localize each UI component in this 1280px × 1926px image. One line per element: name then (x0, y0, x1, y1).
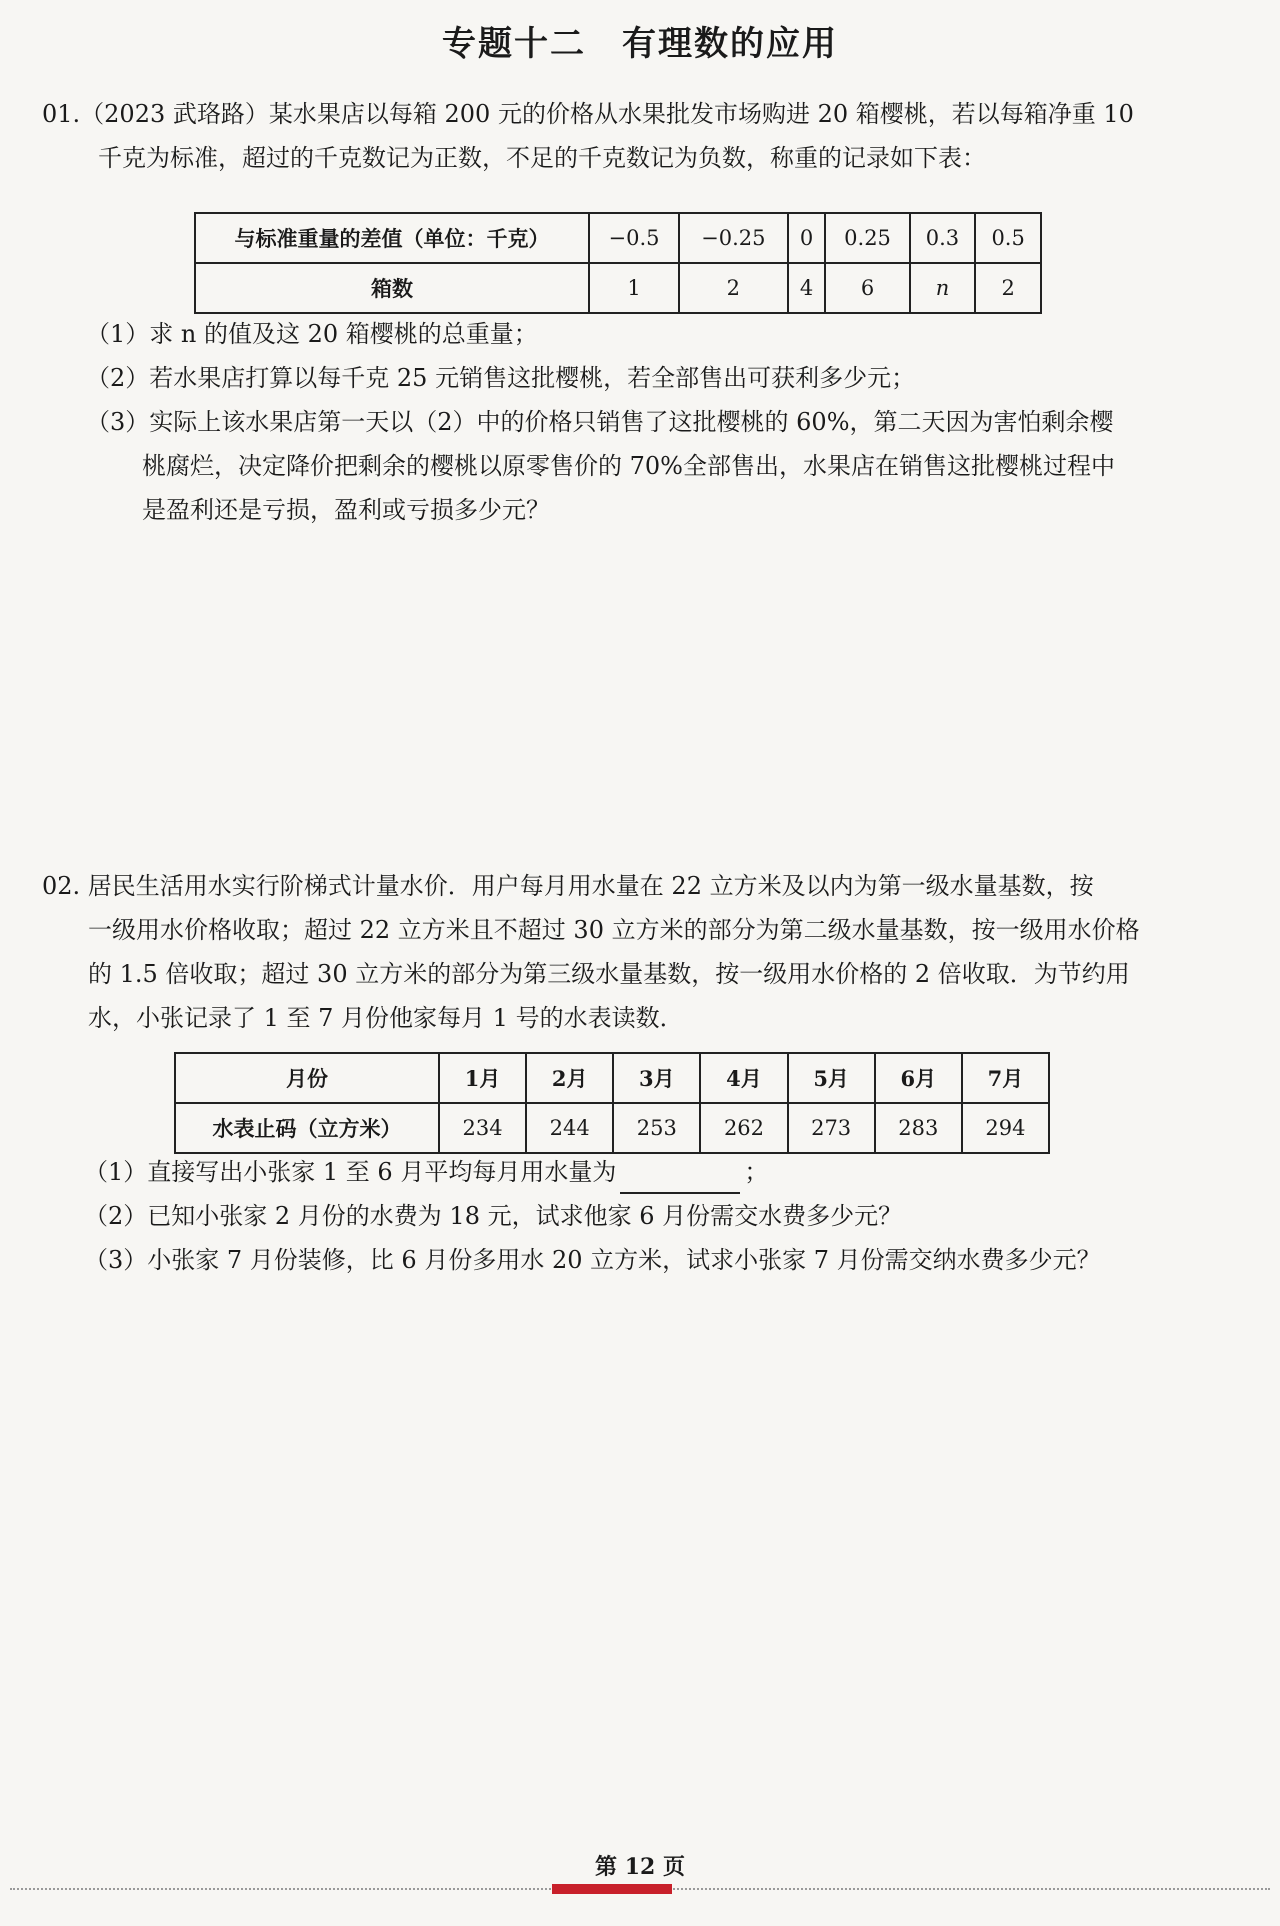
table-row (175, 1103, 1049, 1153)
table-cell: 3月 (613, 1053, 700, 1103)
q1-line1: 01.（2023 武珞路）某水果店以每箱 200 元的价格从水果批发市场购进 20 箱樱桃，若以每箱净重 10 (42, 100, 1134, 128)
table-cell: 4月 (700, 1053, 787, 1103)
table-row (195, 263, 1041, 313)
q1-table-header-diff: 与标准重量的差值（单位：千克） (195, 213, 589, 263)
table-cell: 253 (613, 1103, 700, 1153)
q2-line4: 水，小张记录了 1 至 7 月份他家每月 1 号的水表读数． (88, 1004, 684, 1032)
table-cell: 5月 (788, 1053, 875, 1103)
table-cell: 2 (975, 263, 1041, 313)
q2-part1-text: （1）直接写出小张家 1 至 6 月平均每月用水量为 (84, 1158, 617, 1186)
q1-table-header-count: 箱数 (195, 263, 589, 313)
q2-line2: 一级用水价格收取；超过 22 立方米且不超过 30 立方米的部分为第二级水量基数，按一级用水价格 (88, 916, 1140, 944)
question-1-parts (42, 312, 1212, 532)
q2-part1 (42, 1150, 1212, 1194)
question-1 (42, 92, 1212, 180)
table-cell: 1月 (439, 1053, 526, 1103)
q1-part3-line2: 桃腐烂，决定降价把剩余的樱桃以原零售价的 70%全部售出，水果店在销售这批樱桃过程中 (142, 452, 1115, 480)
q2-line3: 的 1.5 倍收取；超过 30 立方米的部分为第三级水量基数，按一级用水价格的 2 倍收取．为节约用 (88, 960, 1130, 988)
table-cell: 2月 (526, 1053, 613, 1103)
page-title: 专题十二 有理数的应用 (442, 24, 838, 64)
table-cell: 262 (700, 1103, 787, 1153)
table-cell: n (910, 263, 976, 313)
table-cell: 294 (962, 1103, 1049, 1153)
table-cell: 2 (679, 263, 788, 313)
q2-part1-end: ； (744, 1158, 769, 1186)
table-cell: 0 (788, 213, 826, 263)
q2-part3: （3）小张家 7 月份装修，比 6 月份多用水 20 立方米，试求小张家 7 月份需交纳水费多少元？ (84, 1246, 1101, 1274)
footer-accent-bar (552, 1884, 672, 1894)
table-cell: 283 (875, 1103, 962, 1153)
q1-part1: （1）求 n 的值及这 20 箱樱桃的总重量； (86, 320, 538, 348)
table-cell: 7月 (962, 1053, 1049, 1103)
q2-table (174, 1052, 1050, 1154)
table-cell: 6 (825, 263, 909, 313)
table-cell: −0.5 (589, 213, 679, 263)
q2-line1: 02. 居民生活用水实行阶梯式计量水价．用户每月用水量在 22 立方米及以内为第一级水量基数，按 (42, 872, 1094, 900)
table-cell: 0.25 (825, 213, 909, 263)
table-cell: 234 (439, 1103, 526, 1153)
table-cell: 0.3 (910, 213, 976, 263)
table-cell: 6月 (875, 1053, 962, 1103)
table-row (175, 1053, 1049, 1103)
q2-part2: （2）已知小张家 2 月份的水费为 18 元，试求他家 6 月份需交水费多少元？ (84, 1202, 903, 1230)
q1-part3-line3: 是盈利还是亏损，盈利或亏损多少元？ (142, 496, 550, 524)
q1-part3-line1: （3）实际上该水果店第一天以（2）中的价格只销售了这批樱桃的 60%，第二天因为害怕剩余樱 (86, 408, 1114, 436)
question-2-parts (42, 1150, 1212, 1282)
table-cell: −0.25 (679, 213, 788, 263)
page-number: 第 12 页 (595, 1854, 685, 1880)
q2-table-header-reading: 水表止码（立方米） (175, 1103, 439, 1153)
answer-blank[interactable] (620, 1164, 740, 1194)
table-row (195, 213, 1041, 263)
q1-line2: 千克为标准，超过的千克数记为正数，不足的千克数记为负数，称重的记录如下表： (98, 144, 986, 172)
table-cell: 1 (589, 263, 679, 313)
table-cell: 244 (526, 1103, 613, 1153)
question-2 (42, 864, 1212, 1040)
q1-part2: （2）若水果店打算以每千克 25 元销售这批樱桃，若全部售出可获利多少元； (86, 364, 916, 392)
q1-table (194, 212, 1042, 314)
table-cell: 4 (788, 263, 826, 313)
q2-table-header-month: 月份 (175, 1053, 439, 1103)
table-cell: 273 (788, 1103, 875, 1153)
table-cell: 0.5 (975, 213, 1041, 263)
